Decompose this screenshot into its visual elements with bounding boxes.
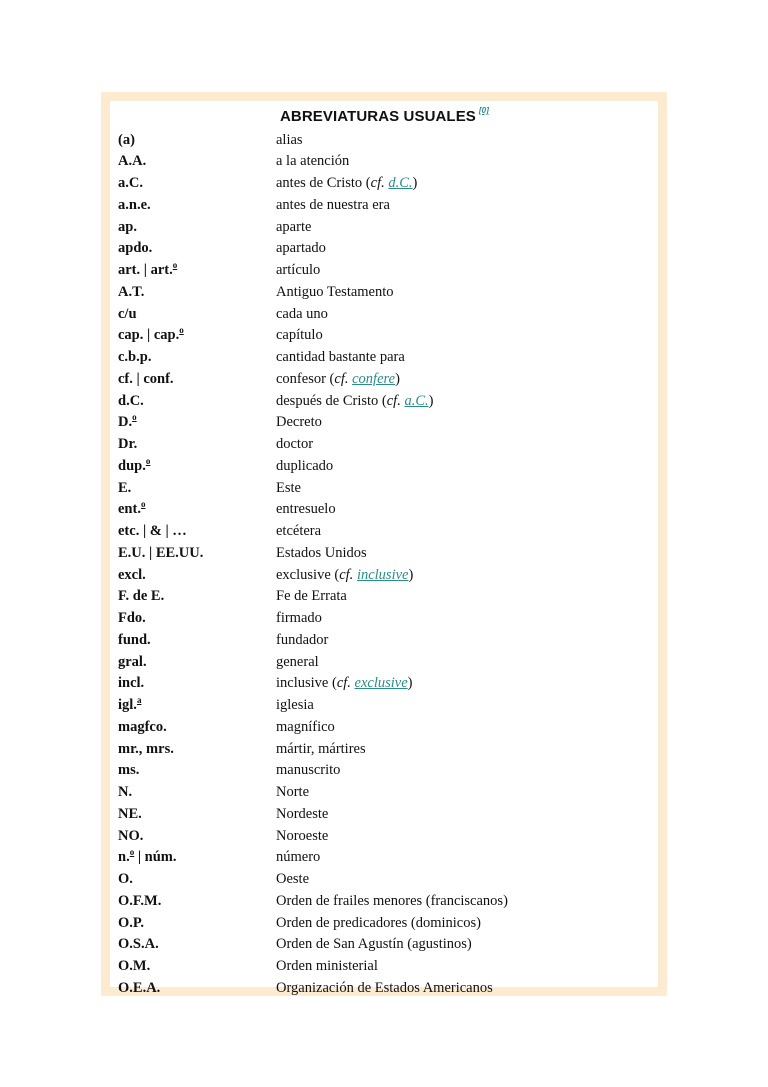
meaning: duplicado [276,457,334,474]
meaning: capítulo [276,327,323,344]
table-row [118,217,658,239]
table-row [118,891,658,913]
ordinal-indicator: o [129,847,135,858]
ordinal-indicator: o [179,325,184,336]
abbreviation: O.S.A. [118,936,159,953]
table-title [280,106,489,125]
abbreviation: O.F.M. [118,892,162,909]
table-row [118,847,658,869]
meaning: Orden de frailes menores (franciscanos) [276,892,508,909]
abbreviation-list [118,130,658,1000]
cross-reference-label: cf. [386,392,401,409]
abbreviation: O.P. [118,914,145,931]
abbreviation: O.M. [118,958,151,974]
abbreviation: O.E.A. [118,979,161,996]
table-row [118,499,658,521]
abbreviation: gral. [118,653,147,670]
cross-reference-link[interactable]: confere [352,370,396,387]
abbreviation: mr., mrs. [118,740,174,757]
table-row [118,543,658,565]
meaning: cantidad bastante para [276,349,405,365]
meaning: número [276,849,321,866]
meaning: Decreto [276,414,322,431]
meaning: Norte [276,784,310,800]
meaning: mártir, mártires [276,740,366,757]
cross-reference-label: cf. [334,370,349,387]
table-row [118,717,658,739]
abbreviation: A.A. [118,153,147,170]
table-row [118,760,658,782]
table-row [118,978,658,1000]
meaning: inclusive (cf. exclusive) [276,675,413,692]
abbreviation: F. de E. [118,588,165,605]
meaning: exclusive (cf. inclusive) [276,566,414,583]
meaning: confesor (cf. confere) [276,370,400,387]
meaning: firmado [276,610,322,626]
table-row [118,434,658,456]
cross-reference-label: cf. [336,675,351,692]
table-row [118,347,658,369]
ordinal-indicator: o [145,455,151,466]
cross-reference-label: cf. [339,566,354,583]
meaning: etcétera [276,523,322,539]
abbreviation: O. [118,871,133,887]
table-row [118,782,658,804]
meaning: apartado [276,240,326,257]
table-row [118,260,658,282]
table-row [118,586,658,608]
table-row [118,521,658,543]
table-row [118,195,658,217]
cross-reference-label: cf. [370,175,385,191]
meaning: artículo [276,262,321,278]
meaning: Oeste [276,871,310,887]
meaning: Noroeste [276,827,329,844]
table-row [118,173,658,195]
abbreviation: N. [118,784,133,800]
table-row [118,695,658,717]
meaning: alias [276,131,303,148]
table-row [118,282,658,304]
meaning: Estados Unidos [276,544,367,561]
table-row [118,151,658,173]
table-row [118,608,658,630]
ordinal-indicator: o [172,260,178,270]
abbreviation: Dr. [118,436,138,452]
table-row [118,369,658,391]
cross-reference-link[interactable]: a.C. [404,392,429,409]
cross-reference-link[interactable]: d.C. [388,175,413,191]
meaning: aparte [276,218,312,235]
abbreviation: c/u [118,305,137,322]
table-row [118,804,658,826]
table-row [118,826,658,848]
table-row [118,869,658,891]
abbreviation: cf. | conf. [118,370,174,387]
abbreviation: dup.$^o$ [118,455,151,474]
abbreviation: a.C. [118,175,143,191]
abbreviation: ap. [118,218,137,235]
table-row [118,630,658,652]
meaning: magnífico [276,718,335,735]
table-row [118,913,658,935]
meaning: fundador [276,631,329,648]
table-row [118,412,658,434]
ordinal-indicator: o [132,412,137,423]
meaning: manuscrito [276,762,341,779]
meaning: iglesia [276,697,314,713]
meaning: Orden de predicadores (dominicos) [276,914,481,931]
abbreviation: apdo. [118,240,153,257]
abbreviation: E. [118,479,132,496]
abbreviations-table [101,92,667,996]
ordinal-indicator: o [140,499,146,510]
table-row [118,673,658,695]
meaning: Orden de San Agustín (agustinos) [276,936,472,953]
abbreviation: igl.$^a$ [118,695,142,713]
table-row [118,934,658,956]
title-text: ABREVIATURAS USUALES [280,108,476,125]
meaning: entresuelo [276,501,336,518]
abbreviation: fund. [118,631,151,648]
abbreviation: c.b.p. [118,349,152,365]
abbreviation: Fdo. [118,610,146,626]
ordinal-indicator: a [136,695,142,705]
abbreviation: etc. | & | … [118,523,187,539]
meaning: general [276,653,319,670]
table-row [118,391,658,413]
abbreviation: art. | art.$^o$ [118,260,178,278]
meaning: cada uno [276,305,328,322]
meaning: Organización de Estados Americanos [276,979,493,996]
table-row [118,565,658,587]
cross-reference-link[interactable]: exclusive [354,675,408,692]
abbreviation: d.C. [118,392,144,409]
abbreviation: NO. [118,827,144,844]
table-row [118,130,658,152]
table-row [118,739,658,761]
cross-reference-link[interactable]: inclusive [356,566,409,583]
meaning: doctor [276,436,314,452]
abbreviation: ent.$^o$ [118,499,146,518]
abbreviation: magfco. [118,718,167,735]
table-row [118,478,658,500]
meaning: Orden ministerial [276,958,378,974]
abbreviation: incl. [118,675,145,692]
abbreviation: D.$^o$ [118,412,137,431]
table-row [118,238,658,260]
meaning: Antiguo Testamento [276,283,394,300]
meaning: Este [276,479,301,496]
table-row [118,325,658,347]
meaning: Fe de Errata [276,588,347,605]
abbreviation: A.T. [118,283,145,300]
table-row [118,456,658,478]
meaning: Nordeste [276,805,329,822]
footnote-link[interactable]: [0] [478,106,489,115]
abbreviation: ms. [118,762,140,779]
abbreviation: cap. | cap.$^o$ [118,325,184,344]
abbreviation: E.U. | EE.UU. [118,544,204,561]
table-row [118,652,658,674]
table-row [118,956,658,978]
abbreviation: (a) [118,131,135,148]
meaning: a la atención [276,153,350,170]
abbreviation: excl. [118,566,146,583]
meaning: antes de Cristo (cf. d.C.) [276,175,418,191]
table-row [118,304,658,326]
meaning: después de Cristo (cf. a.C.) [276,392,434,409]
meaning: antes de nuestra era [276,196,390,213]
abbreviation: NE. [118,805,142,822]
abbreviation: n.$^o$ | núm. [118,847,177,866]
abbreviation: a.n.e. [118,196,151,213]
